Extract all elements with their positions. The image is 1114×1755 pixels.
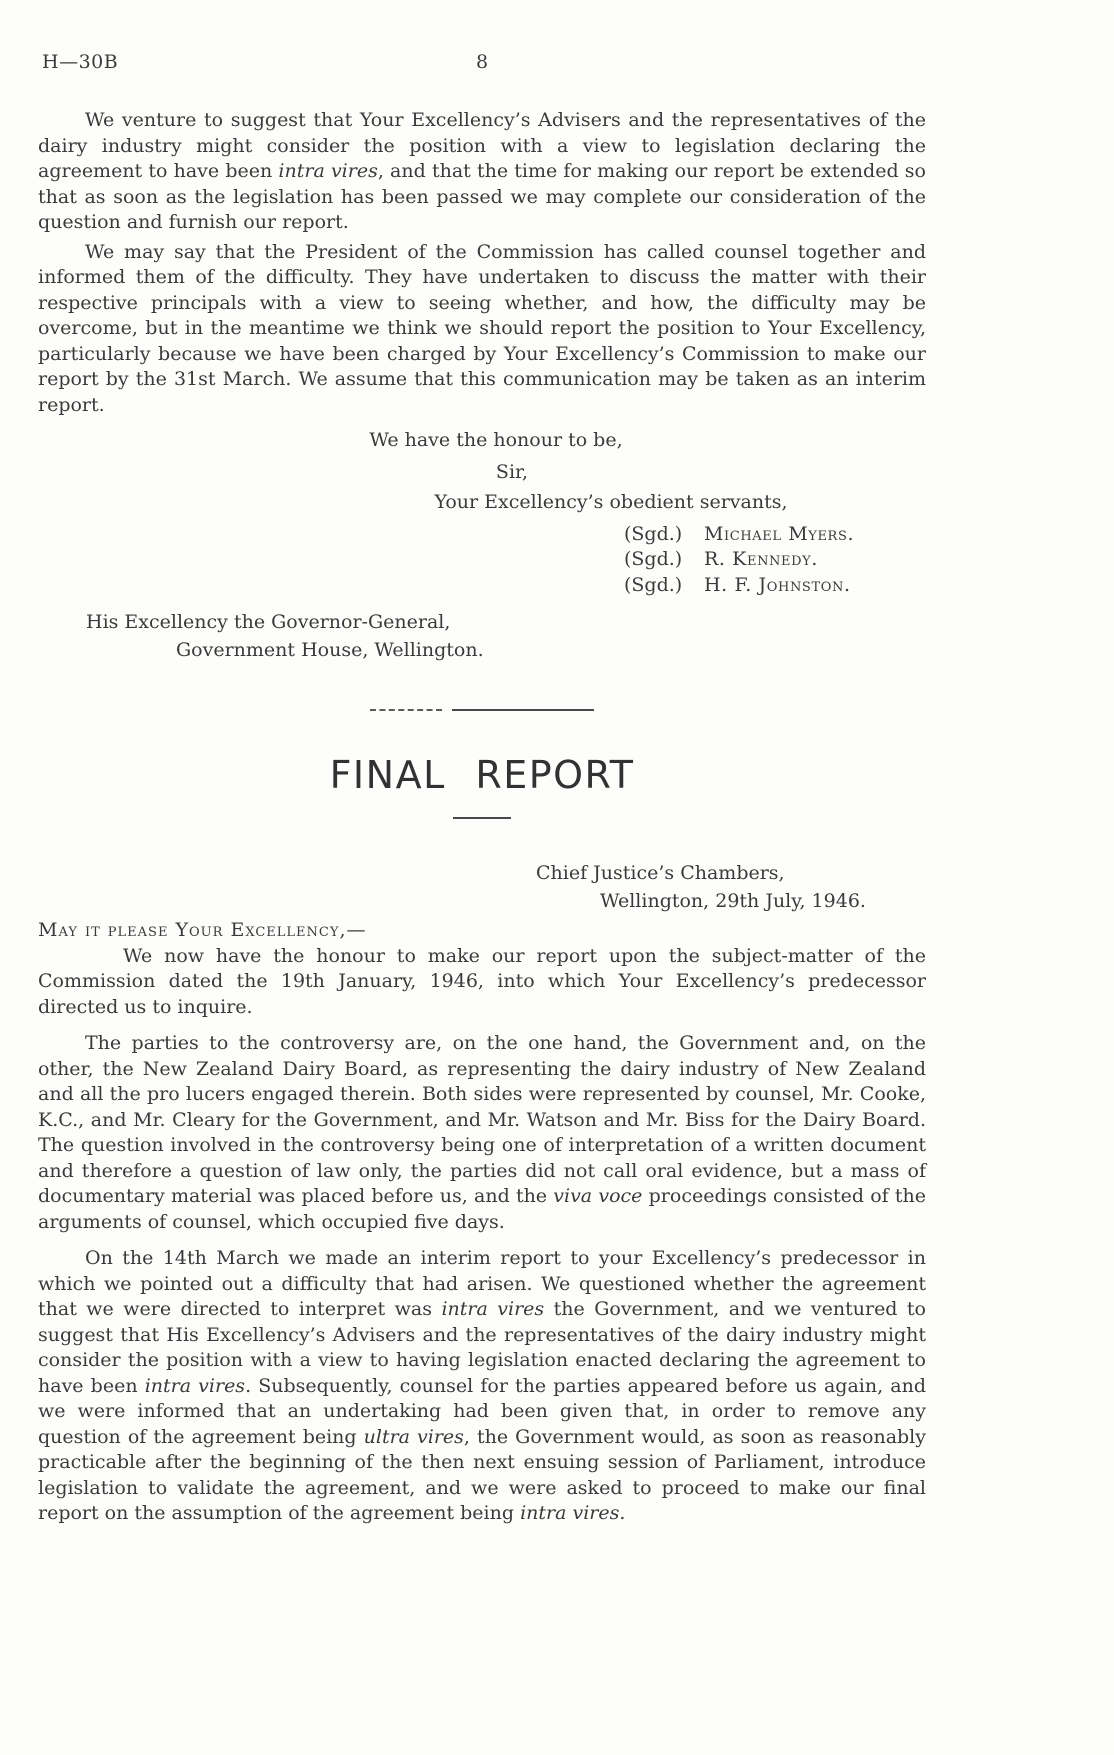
dateline (38, 861, 926, 914)
valediction-line: Your Excellency’s obedient servants, (434, 491, 788, 513)
signature-block (624, 522, 926, 599)
final-report-body (38, 944, 926, 1527)
section-title: FINAL REPORT (329, 753, 635, 797)
signature-row (624, 573, 926, 599)
dateline-date: Wellington, 29th July, 1946. (600, 889, 866, 912)
paragraph: We may say that the President of the Commission has called counsel together and informed them of the difficulty. They have undertaken to discuss the matter with their respective principals with a view to seeing whether, and how, the difficulty may be overcome, but in the meantime we think we should report the position to Your Excellency, particularly because we have been charged by Your Excellency’s Commission to make our report by the 31st March. We assume that this communication may be taken as an interim report. (38, 240, 926, 416)
dateline-place: Chief Justice’s Chambers, (536, 862, 785, 884)
interim-report-letter (38, 108, 926, 663)
section-divider (370, 709, 594, 711)
paragraph: We venture to suggest that Your Excellency’s Advisers and the representatives of the dairy industry might consider the position with a view to legislation declaring the agreement to have been intra vires, and that the time for making our report be extended so that as soon as the legislation has been passed we may complete our consideration of the question and furnish our report. (38, 109, 926, 233)
signature-row (624, 547, 926, 573)
title-rule (453, 817, 511, 819)
addressee-line: His Excellency the Governor-General, (86, 611, 451, 633)
divider-solid-segment (452, 709, 594, 711)
signatory-name: R. Kennedy. (704, 548, 818, 570)
signature-row (624, 522, 926, 548)
divider-dash-segment (370, 709, 442, 711)
signature-sgd-label: (Sgd.) (624, 573, 683, 596)
signature-sgd-label: (Sgd.) (624, 522, 683, 545)
page-number: 8 (475, 51, 489, 73)
signatory-name: Michael Myers. (704, 522, 855, 545)
page-header (38, 50, 926, 78)
salutation: May it please Your Excellency,— (38, 919, 367, 941)
paragraph: We now have the honour to make our report upon the subject-matter of the Commission dated the 19th January, 1946, into which Your Excellency’s predecessor directed us to inquire. (38, 944, 926, 1018)
addressee-line: Government House, Wellington. (176, 638, 484, 661)
paragraph: The parties to the controversy are, on the one hand, the Government and, on the other, the New Zealand Dairy Board, as representing the dairy industry of New Zealand and all the pro lucers engaged therein. Both sides were represented by counsel, Mr. Cooke, K.C., and Mr. Cleary for the Government, and Mr. Watson and Mr. Biss for the Dairy Board. The question involved in the controversy being one of interpretation of a written document and therefore a question of law only, the parties did not call oral evidence, but a mass of documentary material was placed before us, and the viva voce proceedings consisted of the arguments of counsel, which occupied five days. (38, 1032, 926, 1233)
signatory-name: H. F. Johnston. (704, 573, 851, 596)
signature-sgd-label: (Sgd.) (624, 548, 683, 570)
valediction-line: We have the honour to be, (369, 429, 623, 451)
final-report-section (38, 755, 926, 1527)
document-reference: H—30B (42, 51, 119, 73)
valediction-line: Sir, (495, 460, 529, 483)
paragraph: On the 14th March we made an interim report to your Excellency’s predecessor in which we pointed out a difficulty that had arisen. We questioned whether the agreement that we were directed to interpret was intra vires the Government, and we ventured to suggest that His Excellency’s Advisers and the representatives of the dairy industry might consider the position with a view to having legislation enacted declaring the agreement to have been intra vires. Subsequently, counsel for the parties appeared before us again, and we were informed that an undertaking had been given that, in order to remove any question of the agreement being ultra vires, the Government would, as soon as reasonably practicable after the beginning of the then next ensuing session of Parliament, introduce legislation to validate the agreement, and we were asked to proceed to make our final report on the assumption of the agreement being intra vires. (38, 1247, 927, 1524)
